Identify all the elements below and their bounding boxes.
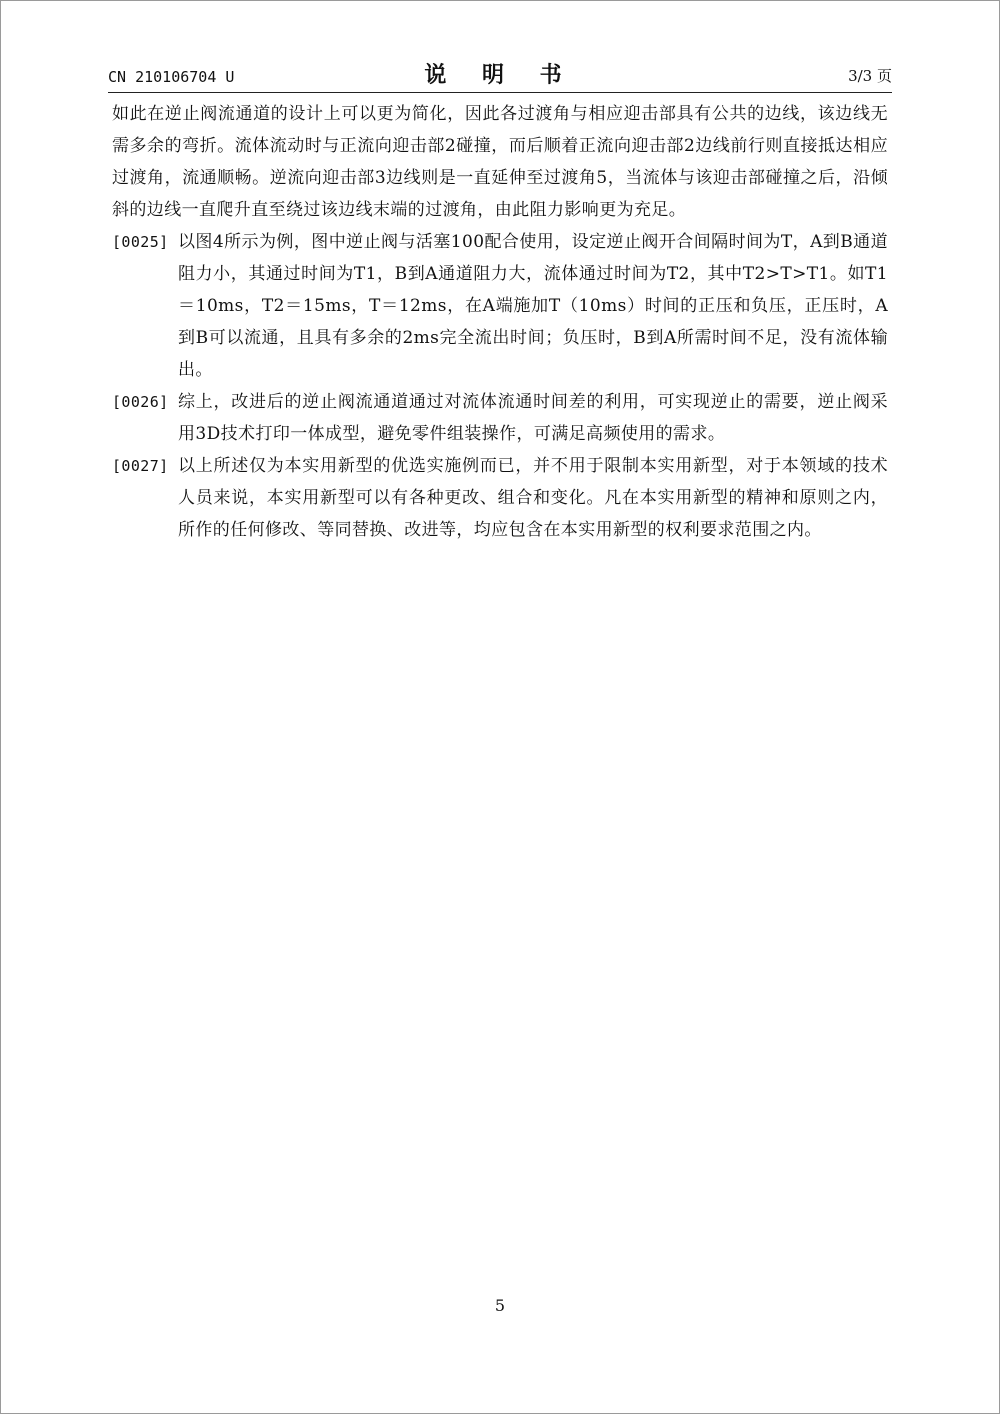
paragraph-text: 以上所述仅为本实用新型的优选实施例而已，并不用于限制本实用新型，对于本领域的技术人员来说，本实用新型可以有各种更改、组合和变化。凡在本实用新型的精神和原则之内，所作的任何修改、等同替换、改进等，均应包含在本实用新型的权利要求范围之内。 bbox=[178, 456, 888, 540]
page-header bbox=[108, 58, 892, 90]
paragraph-continuation: 如此在逆止阀流通道的设计上可以更为简化，因此各过渡角与相应迎击部具有公共的边线，该边线无需多余的弯折。流体流动时与正流向迎击部2碰撞，而后顺着正流向迎击部2边线前行则直接抵达相应过渡角，流通顺畅。逆流向迎击部3边线则是一直延伸至过渡角5，当流体与该迎击部碰撞之后，沿倾斜的边线一直爬升直至绕过该边线末端的过渡角，由此阻力影响更为充足。 bbox=[112, 104, 888, 220]
document-title: 说 明 书 bbox=[424, 63, 576, 88]
document-number: CN 210106704 U bbox=[108, 68, 235, 86]
paragraph-number: [0025] bbox=[112, 233, 169, 251]
paragraph-text: 以图4所示为例，图中逆止阀与活塞100配合使用，设定逆止阀开合间隔时间为T，A到B通道阻力小，其通过时间为T1，B到A通道阻力大，流体通过时间为T2，其中T2>T>T1。如T1＝10ms，T2＝15ms，T＝12ms，在A端施加T（10ms）时间的正压和负压，正压时，A到B可以流通，且具有多余的2ms完全流出时间；负压时，B到A所需时间不足，没有流体输出。 bbox=[178, 232, 888, 380]
paragraph-text: 综上，改进后的逆止阀流通道通过对流体流通时间差的利用，可实现逆止的需要，逆止阀采用3D技术打印一体成型，避免零件组装操作，可满足高频使用的需求。 bbox=[178, 392, 888, 444]
document-body bbox=[112, 98, 888, 546]
paragraph-0026 bbox=[112, 386, 888, 450]
page-count: 3/3 页 bbox=[848, 67, 892, 85]
paragraph-number: [0026] bbox=[112, 393, 169, 411]
page-number: 5 bbox=[494, 1296, 506, 1315]
paragraph-0027 bbox=[112, 450, 888, 546]
paragraph-number: [0027] bbox=[112, 457, 169, 475]
paragraph-0025 bbox=[112, 226, 888, 386]
header-divider bbox=[108, 92, 892, 93]
